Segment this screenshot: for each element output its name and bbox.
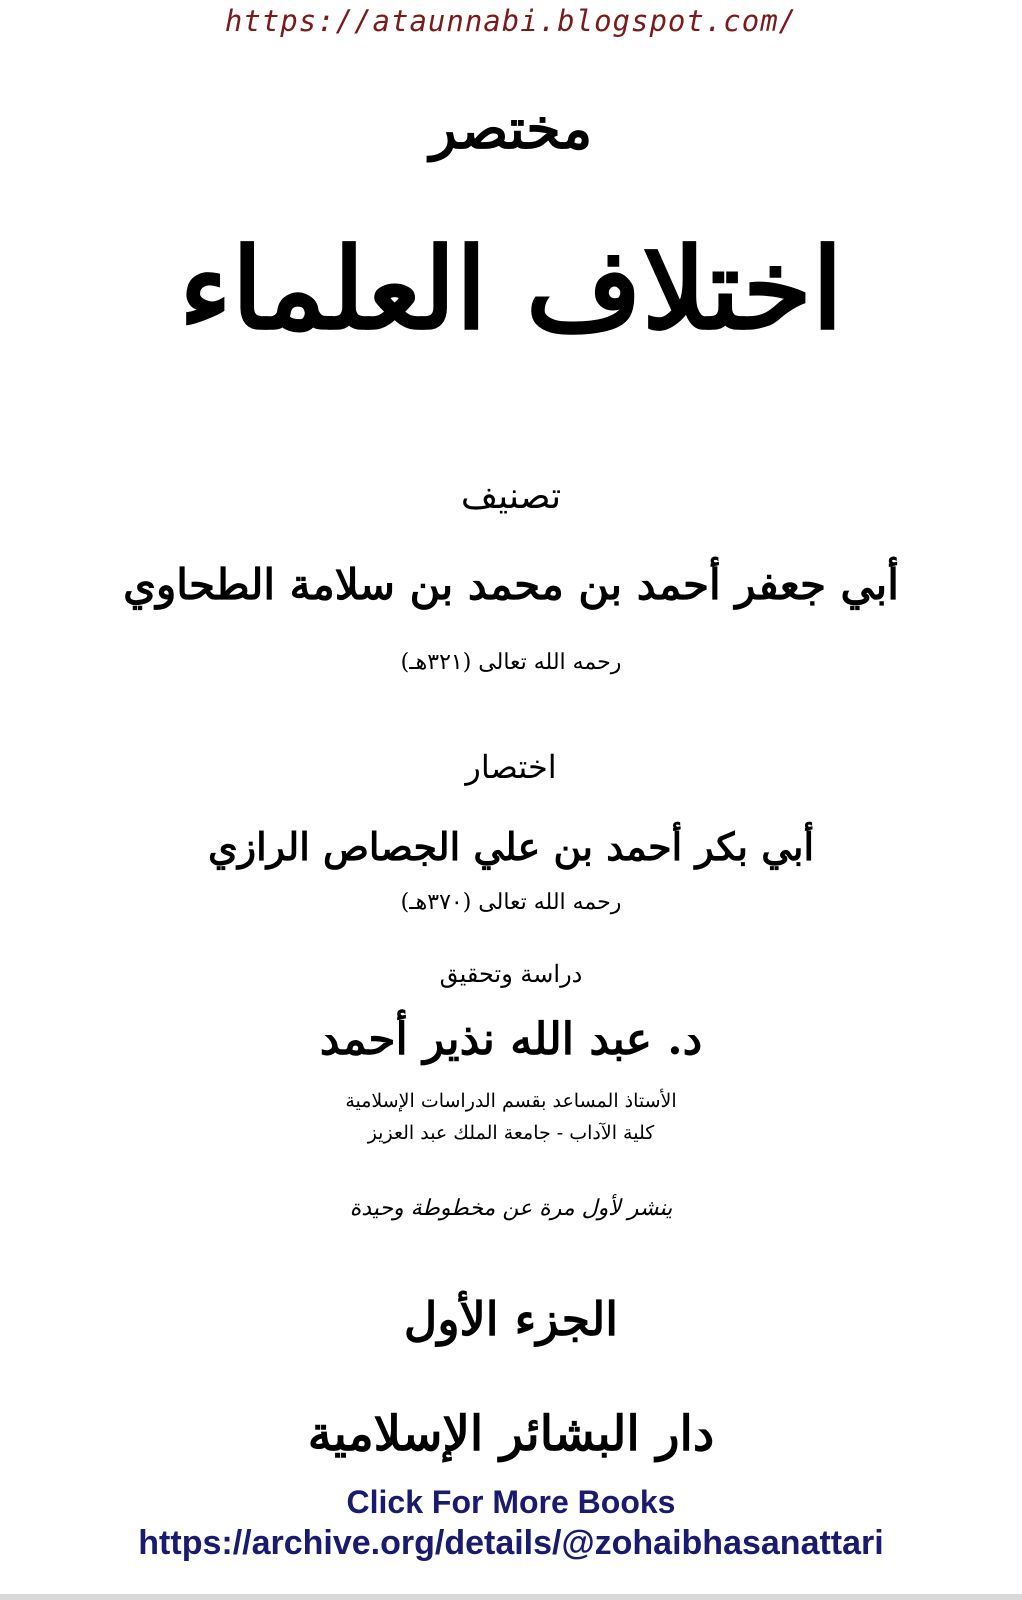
editor-name: د. عبد الله نذير أحمد: [319, 1014, 703, 1065]
author-death-date: رحمه الله تعالى (٣٢١هـ): [400, 650, 622, 675]
study-and-editing-label: دراسة وتحقيق: [439, 960, 583, 988]
abridger-name: أبي بكر أحمد بن علي الجصاص الرازي: [208, 824, 814, 869]
publication-note: ينشر لأول مرة عن مخطوطة وحيدة: [349, 1196, 673, 1221]
editor-title-line-2: كلية الآداب - جامعة الملك عبد العزيز: [367, 1122, 655, 1144]
compiled-by-label: تصنيف: [460, 476, 562, 517]
editor-title-line-1: الأستاذ المساعد بقسم الدراسات الإسلامية: [345, 1090, 677, 1112]
archive-url-link[interactable]: https://archive.org/details/@zohaibhasanattari: [138, 1524, 884, 1562]
top-url-link[interactable]: https://ataunnabi.blogspot.com/: [224, 4, 798, 38]
publisher-logo: دار البشائر الإسلامية: [307, 1406, 715, 1462]
author-name: أبي جعفر أحمد بن محمد بن سلامة الطحاوي: [123, 560, 899, 609]
book-title: اختلاف العلماء: [179, 224, 843, 355]
abridgment-label: اختصار: [465, 748, 557, 786]
bottom-divider: [0, 1594, 1022, 1600]
more-books-link[interactable]: Click For More Books: [346, 1484, 676, 1520]
volume-label: الجزء الأول: [403, 1292, 619, 1346]
title-abridgment-word: مختصر: [429, 96, 593, 162]
abridger-death-date: رحمه الله تعالى (٣٧٠هـ): [400, 890, 622, 915]
